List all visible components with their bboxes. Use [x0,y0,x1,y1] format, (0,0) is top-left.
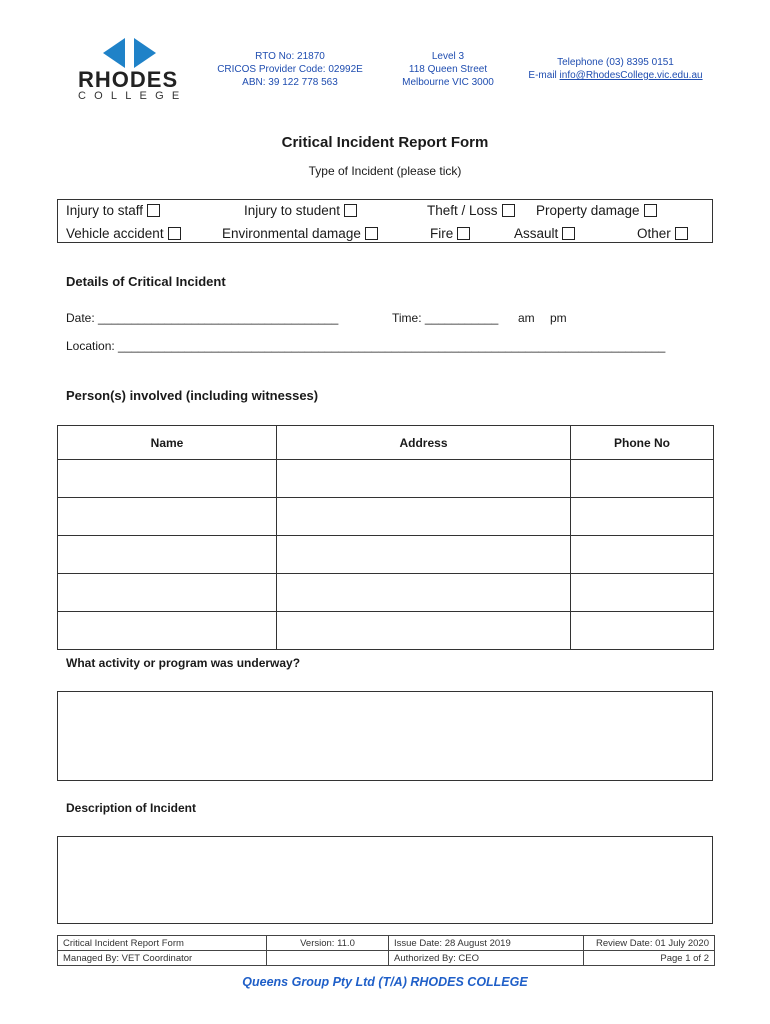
company-name: Queens Group Pty Ltd (T/A) RHODES COLLEGE [242,975,528,989]
am-option[interactable]: am [518,311,535,325]
email-label: E-mail [528,70,560,81]
header-contact [518,56,713,82]
name-cell[interactable] [58,612,277,650]
option-property-damage [536,203,657,218]
logo-right-chevron [134,38,156,68]
phone-cell[interactable] [571,536,714,574]
option-assault [514,226,575,241]
name-cell[interactable] [58,460,277,498]
phone-cell[interactable] [571,574,714,612]
activity-textarea[interactable] [57,691,713,781]
other-checkbox[interactable] [675,227,688,240]
option-label: Environmental damage [222,226,361,241]
header-address [393,50,503,89]
option-label: Injury to staff [66,203,144,218]
name-cell[interactable] [58,574,277,612]
address-city: Melbourne VIC 3000 [402,77,494,88]
pm-option[interactable]: pm [550,311,567,325]
address-level: Level 3 [431,51,465,62]
address-cell[interactable] [277,460,571,498]
phone-cell[interactable] [571,460,714,498]
activity-heading: What activity or program was underway? [66,656,301,670]
option-label: Fire [430,226,454,241]
theft-loss-checkbox[interactable] [502,204,515,217]
authorized-by: Authorized By: CEO [389,951,584,966]
managed-by: Managed By: VET Coordinator [58,951,267,966]
version: Version: 11.0 [267,936,389,951]
persons-heading: Person(s) involved (including witnesses) [66,388,319,403]
telephone: Telephone (03) 8395 0151 [557,57,674,68]
table-row [58,612,714,650]
name-column-header: Name [58,426,277,460]
table-row [58,574,714,612]
option-label: Theft / Loss [427,203,498,218]
address-cell[interactable] [277,498,571,536]
persons-header-row [58,426,714,460]
persons-table [57,425,714,650]
option-label: Assault [514,226,559,241]
review-date: Review Date: 01 July 2020 [584,936,715,951]
page-title: Critical Incident Report Form [281,134,489,151]
incident-type-instruction: Type of Incident (please tick) [308,164,462,178]
option-label: Other [637,226,671,241]
details-heading: Details of Critical Incident [66,274,226,289]
assault-checkbox[interactable] [562,227,575,240]
phone-column-header: Phone No [571,426,714,460]
form-name: Critical Incident Report Form [58,936,267,951]
description-heading: Description of Incident [66,801,197,815]
date-field[interactable]: Date: ____________________________________ [66,311,339,325]
fire-checkbox[interactable] [457,227,470,240]
vehicle-accident-checkbox[interactable] [168,227,181,240]
issue-date: Issue Date: 28 August 2019 [389,936,584,951]
option-label: Property damage [536,203,640,218]
phone-cell[interactable] [571,498,714,536]
address-column-header: Address [277,426,571,460]
option-label: Vehicle accident [66,226,164,241]
environmental-damage-checkbox[interactable] [365,227,378,240]
page-number: Page 1 of 2 [584,951,715,966]
address-cell[interactable] [277,612,571,650]
injury-staff-checkbox[interactable] [147,204,160,217]
header-registration-info [210,50,370,89]
description-textarea[interactable] [57,836,713,924]
option-injury-staff [66,203,160,218]
footer-row [58,936,715,951]
option-other [637,226,688,241]
address-cell[interactable] [277,536,571,574]
option-fire [430,226,470,241]
table-row [58,536,714,574]
name-cell[interactable] [58,536,277,574]
option-injury-student [244,203,357,218]
blank-cell [267,951,389,966]
incident-type-box [57,199,713,243]
name-cell[interactable] [58,498,277,536]
option-vehicle-accident [66,226,181,241]
cricos-code: CRICOS Provider Code: 02992E [217,64,363,75]
abn: ABN: 39 122 778 563 [242,77,338,88]
logo-subtext: COLLEGE [78,90,188,102]
table-row [58,460,714,498]
address-street: 118 Queen Street [408,64,488,75]
email-link[interactable]: info@RhodesCollege.vic.edu.au [559,70,703,81]
option-label: Injury to student [244,203,341,218]
location-field[interactable]: Location: __________________________________________________________________________________ [66,339,666,353]
document-control-table [57,935,715,966]
injury-student-checkbox[interactable] [344,204,357,217]
option-environmental-damage [222,226,378,241]
phone-cell[interactable] [571,612,714,650]
footer-row [58,951,715,966]
property-damage-checkbox[interactable] [644,204,657,217]
time-field[interactable]: Time: ___________ [392,311,499,325]
logo-text: RHODES [78,67,179,92]
rto-number: RTO No: 21870 [255,51,325,62]
table-row [58,498,714,536]
address-cell[interactable] [277,574,571,612]
logo-left-chevron [103,38,125,68]
option-theft-loss [427,203,515,218]
